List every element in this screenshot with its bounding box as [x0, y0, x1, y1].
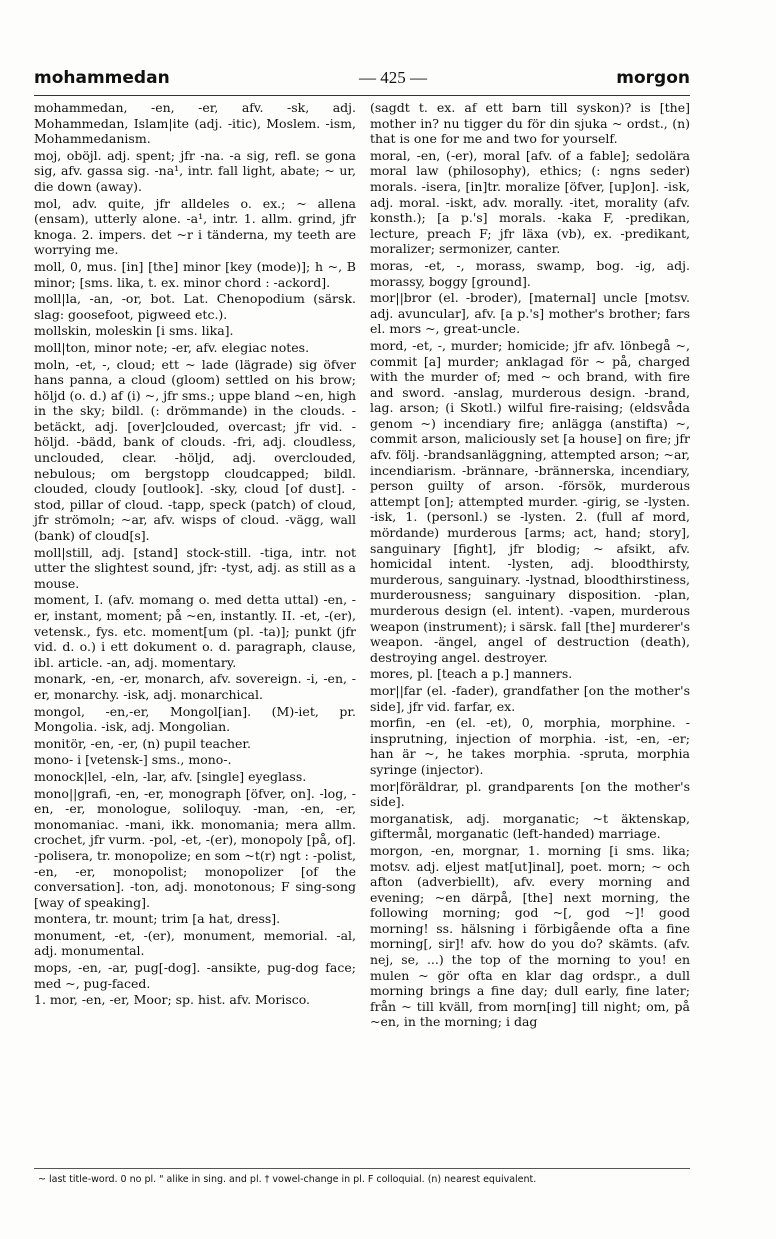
dictionary-entry: mor|föräldrar, pl. grandparents [on the mother's side]. [370, 778, 690, 810]
dictionary-entry: mor||far (el. -fader), grandfather [on the mother's side], jfr vid. farfar, ex. [370, 682, 690, 714]
abbreviation-key: ~ last title-word. 0 no pl. " alike in sing. and pl. † vowel-change in pl. F colloquial. (n) nearest equivalent. [38, 1174, 537, 1185]
dictionary-entry: montera, tr. mount; trim [a hat, dress]. [34, 911, 281, 927]
dictionary-entry: mono||grafi, -en, -er, monograph [öfver, on]. -log, -en, -er, monologue, soliloquy. -man, -en, -er, monomaniac. -mani, ikk. monomania; mera allm. crochet, jfr vurm. -pol, -et, -(er), monopoly [på, of]. -polisera, tr. monopolize; en som ~t(r) ngt : -polist, -en, -er, monopolist; monopolizer [of the conversation]. -ton, adj. monotonous; F sing-song [way of speaking]. [34, 785, 356, 910]
dictionary-entry: mongol, -en,-er, Mongol[ian]. (M)-iet, pr. Mongolia. -isk, adj. Mongolian. [34, 703, 356, 735]
dictionary-entry: monitör, -en, -er, (n) pupil teacher. [34, 735, 252, 751]
dictionary-entry: moras, -et, -, morass, swamp, bog. -ig, adj. morassy, boggy [ground]. [370, 257, 690, 289]
page-number: — 425 — [358, 68, 427, 87]
dictionary-entry: moment, I. (afv. momang o. med detta uttal) -en, -er, instant, moment; på ~en, instantly. II. -et, -(er), vetensk., fys. etc. moment[um (pl. -ta)]; punkt (jfr vid. d. o.) i ett dokument o. d. paragraph, clause, ibl. article. -an, adj. momentary. [34, 592, 356, 670]
dictionary-entry: moln, -et, -, cloud; ett ~ lade (lägrade) sig öfver hans panna, a cloud (gloom) settled on his brow; höljd (o. d.) af (i) ~, jfr sms.; uppe bland ~en, high in the sky; bildl. (: drömmande) in the clouds. -betäckt, adj. [over]clouded, overcast; jfr vid. -höljd. -bädd, bank of clouds. -fri, adj. cloudless, unclouded, clear. -höljd, adj. overclouded, nebulous; om bergstopp cloudcapped; bildl. clouded, cloudy [outlook]. -sky, cloud [of dust]. -stod, pillar of cloud. -tapp, speck (patch) of cloud, jfr strömoln; ~ar, afv. wisps of cloud. -vägg, wall (bank) of cloud[s]. [34, 356, 356, 544]
right-guide-word: morgon [616, 68, 690, 88]
header-rule [34, 95, 690, 96]
dictionary-entry: mores, pl. [teach a p.] manners. [370, 666, 573, 682]
dictionary-entry: moll, 0, mus. [in] [the] minor [key (mode)]; h ~, B minor; [sms. lika, t. ex. minor chord : -ackord]. [34, 258, 356, 290]
dictionary-entry: mohammedan, -en, -er, afv. -sk, adj. Mohammedan, Islam|ite (adj. -itic), Moslem. -ism, Mohammedanism. [34, 100, 356, 147]
right-column [370, 100, 690, 1031]
footer-rule [34, 1168, 690, 1169]
dictionary-entry: mollskin, moleskin [i sms. lika]. [34, 323, 234, 339]
dictionary-entry: monark, -en, -er, monarch, afv. sovereign. -i, -en, -er, monarchy. -isk, adj. monarchical. [34, 671, 356, 702]
dictionary-entry: mor||bror (el. -broder), [maternal] uncle [motsv. adj. avuncular], afv. [a p.'s] mother's brother; fars el. mors ~, great-uncle. [370, 290, 690, 337]
dictionary-entry: moll|la, -an, -or, bot. Lat. Chenopodium (särsk. slag: goosefoot, pigweed etc.). [34, 291, 356, 322]
dictionary-entry: moj, oböjl. adj. spent; jfr -na. -a sig, refl. se gona sig, afv. gassa sig. -na¹, intr. fall light, abate; ~ ur, die down (away). [34, 147, 356, 194]
dictionary-entry: morganatisk, adj. morganatic; ~t äktenskap, giftermål, morganatic (left-handed) marriage. [370, 810, 690, 842]
left-guide-word: mohammedan [34, 68, 170, 88]
dictionary-entry: mol, adv. quite, jfr alldeles o. ex.; ~ allena (ensam), utterly alone. -a¹, intr. 1. allm. grind, jfr knoga. 2. impers. det ~r i tänderna, my teeth are worrying me. [34, 195, 356, 258]
dictionary-entry: mops, -en, -ar, pug[-dog]. -ansikte, pug-dog face; med ~, pug-faced. [34, 960, 356, 991]
dictionary-entry: 1. mor, -en, -er, Moor; sp. hist. afv. Morisco. [34, 992, 311, 1008]
dictionary-entry: mono- i [vetensk-] sms., mono-. [34, 752, 232, 768]
dictionary-entry: morfin, -en (el. -et), 0, morphia, morphine. -insprutning, injection of morphia. -ist, -en, -er; han är ~, he takes morphia. -spruta, morphia syringe (injector). [370, 715, 690, 777]
page-header [34, 68, 690, 94]
dictionary-entry: moral, -en, (-er), moral [afv. of a fable]; sedolära moral law (philosophy), ethics; (: ngns seder) morals. -isera, [in]tr. moralize [öfver, [up]on]. -isk, adj. moral. -iskt, adv. morally. -itet, morality (afv. konsth.); [a p.'s] morals. -kaka F, -predikan, lecture, preach F; jfr läxa (vb), ex. -predikant, moralizer; sermonizer, canter. [370, 147, 690, 257]
dictionary-entry: moll|still, adj. [stand] stock-still. -tiga, intr. not utter the slightest sound, jfr: -tyst, adj. as still as a mouse. [34, 544, 356, 591]
dictionary-entry: morgon, -en, morgnar, 1. morning [i sms. lika; motsv. adj. eljest mat[ut]inal], poet. morn; ~ och afton (adverbiellt), afv. every morning and evening; ~en därpå, [the] next morning, the following morning; god ~[, god ~]! good morning! ss. hälsning i förbigående ofta a fine morning[, sir]! afv. how do you do? skämts. (afv. nej, se, ...) the top of the morning to you! en mulen ~ gör ofta en klar dag ordspr., a dull morning brings a fine day; dull early, fine later; från ~ till kväll, from morn[ing] till night; om, på ~en, in the morning; i dag [370, 842, 690, 1030]
left-column [34, 100, 356, 1009]
dictionary-entry: moll|ton, minor note; -er, afv. elegiac notes. [34, 339, 310, 355]
dictionary-entry: (sagdt t. ex. af ett barn till syskon)? is [the] mother in? nu tigger du för din sjuka ~ ordst., (n) that is one for me and two for yourself. [370, 100, 690, 147]
dictionary-entry: mord, -et, -, murder; homicide; jfr afv. lönbegå ~, commit [a] murder; anklagad för ~ på, charged with the murder of; med ~ och brand, with fire and sword. -anslag, murderous design. -brand, lag. arson; (i Skotl.) wilful fire-raising; (eldsvåda genom ~) incendiary fire; anlägga (anstifta) ~, commit arson, maliciously set [a house] on fire; jfr afv. följ. -brandsanläggning, attempted arson; ~ar, incendiarism. -brännare, -brännerska, incendiary, person guilty of arson. -försök, murderous attempt [on]; attempted murder. -girig, se -lysten. -isk, 1. (personl.) se -lysten. 2. (full af mord, mördande) murderous [arms; act, hand; story], sanguinary [fight], jfr blodig; ~ afsikt, afv. homicidal intent. -lysten, adj. bloodthirsty, murderous, sanguinary. -lystnad, bloodthirstiness, murderousness; sanguinary disposition. -plan, murderous design (el. intent). -vapen, murderous weapon (instrument); i särsk. fall [the] murderer's weapon. -ängel, angel of destruction (death), destroying angel. destroyer. [370, 337, 690, 665]
dictionary-entry: monock|lel, -eln, -lar, afv. [single] eyeglass. [34, 768, 307, 784]
dictionary-entry: monument, -et, -(er), monument, memorial. -al, adj. monumental. [34, 927, 356, 959]
